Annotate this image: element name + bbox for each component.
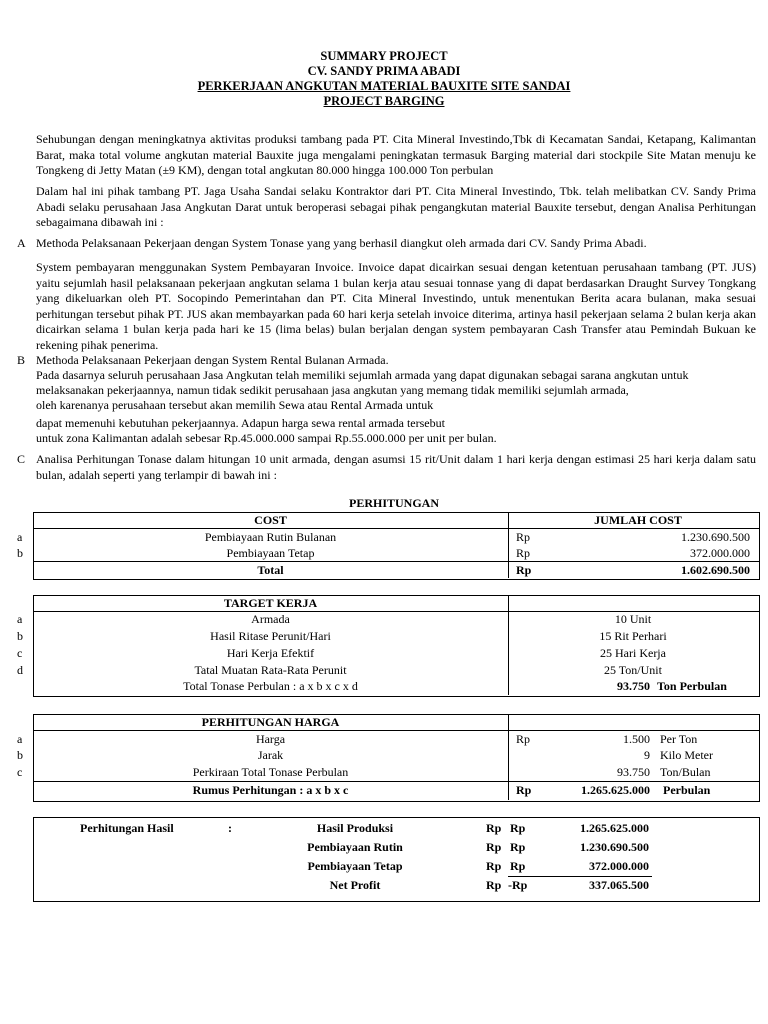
- intro-paragraph-1: Sehubungan dengan meningkatnya aktivitas produksi tambang pada PT. Cita Mineral Investindo,Tbk di Kecamatan Sandai, Ketapang, Kalimantan Barat, maka total volume angkutan material Bauxite juga mengalami peningkatan termasuk Barging material dari stockpile Site Matan menuju ke Tongkeng di Jetty Matan (±9 KM), dengan total angkutan 80.000 hingga 100.000 Ton perbulan: [36, 132, 756, 177]
- hasil-row-rp1: Rp: [486, 859, 502, 873]
- target-row-value: 10 Unit: [614, 612, 652, 626]
- hasil-row-rp2: -Rp: [508, 878, 528, 892]
- hasil-row-rp1: Rp: [486, 878, 502, 892]
- doc-title-line3: PERKERJAAN ANGKUTAN MATERIAL BAUXITE SITE SANDAI: [197, 79, 571, 93]
- target-row-letter: a: [17, 612, 23, 626]
- perhitungan-harga-title: PERHITUNGAN HARGA: [201, 715, 340, 729]
- doc-title-line2: CV. SANDY PRIMA ABADI: [307, 64, 461, 78]
- harga-formula-currency: Rp: [516, 783, 532, 797]
- section-b-line5: untuk zona Kalimantan adalah sebesar Rp.45.000.000 sampai Rp.55.000.000 per unit per bulan.: [36, 431, 497, 445]
- hasil-row-label: Hasil Produksi: [316, 821, 394, 835]
- section-b-letter: B: [17, 353, 26, 367]
- harga-formula-unit: Perbulan: [663, 783, 711, 797]
- hasil-row-label: Pembiayaan Tetap: [307, 859, 403, 873]
- cost-row-label: Pembiayaan Tetap: [226, 546, 315, 560]
- cost-row-label: Pembiayaan Rutin Bulanan: [204, 530, 337, 544]
- harga-row-value: 1.500: [623, 732, 650, 746]
- hasil-row-value: 1.230.690.500: [580, 840, 649, 854]
- target-row-label: Armada: [251, 612, 290, 626]
- harga-row-unit: Per Ton: [660, 732, 698, 746]
- harga-row-value: 93.750: [617, 765, 650, 779]
- cost-row-currency: Rp: [516, 546, 531, 560]
- hasil-row-rp2: Rp: [510, 840, 526, 854]
- harga-row-currency: Rp: [516, 732, 531, 746]
- section-b-line3: oleh karenanya perusahaan tersebut akan memilih Sewa atau Rental Armada untuk: [36, 398, 434, 412]
- hasil-row-label: Net Profit: [329, 878, 381, 892]
- target-row-label: Hari Kerja Efektif: [226, 646, 315, 660]
- harga-row-label: Harga: [255, 732, 286, 746]
- cost-total-label: Total: [257, 563, 284, 577]
- target-row-value: 25 Hari Kerja: [600, 646, 666, 660]
- target-total-label: Total Tonase Perbulan : a x b x c x d: [183, 679, 358, 693]
- hasil-label: Perhitungan Hasil: [80, 821, 174, 835]
- section-b-heading: Methoda Pelaksanaan Pekerjaan dengan System Rental Bulanan Armada.: [36, 353, 389, 367]
- section-a-body: System pembayaran menggunakan System Pembayaran Invoice. Invoice dapat dicairkan sesuai dengan ketentuan perusahaan tambang (PT. JUS) yaitu sejumlah hasil pelaksanaan pekerjaan angkutan selama 1 bulan kerja atau sesuai tonnase yang di dapat berdasarkan Draught Survey Tongkang yang dikeluarkan oleh PT. Socopindo Pemerintahan dan PT. Cita Mineral Investindo, untuk menentukan Berita acara bulanan, maka sesuai perhitungan tersebut pihak PT. JUS akan membayarkan pada 60 hari kerja setelah invoice diterima, artinya hasil pekerjaan selama 2 bulan kerja akan dicairkan selama 1 bulan kerja pada hari ke 15 (lima belas) bulan berjalan dengan system pembayaran Cash Transfer atau Pemindah Bukuan ke rekening pihak penerima.: [36, 260, 756, 352]
- target-row-label: Tatal Muatan Rata-Rata Perunit: [194, 663, 347, 677]
- target-row-value: 25 Ton/Unit: [604, 663, 662, 677]
- hasil-row-rp2: Rp: [510, 859, 526, 873]
- hasil-colon: :: [228, 821, 232, 835]
- target-total-unit: Ton Perbulan: [657, 679, 727, 693]
- section-c-letter: C: [17, 452, 26, 466]
- cost-row-currency: Rp: [516, 530, 531, 544]
- harga-row-label: Perkiraan Total Tonase Perbulan: [192, 765, 349, 779]
- hasil-row-label: Pembiayaan Rutin: [307, 840, 403, 854]
- section-a-letter: A: [17, 236, 26, 250]
- perhitungan-title: PERHITUNGAN: [348, 496, 439, 510]
- harga-row-letter: b: [17, 748, 23, 762]
- section-c-body: Analisa Perhitungan Tonase dalam hitungan 10 unit armada, dengan asumsi 15 rit/Unit dalam 1 hari kerja dengan estimasi 25 hari kerja dalam satu bulan, adalah seperti yang terlampir di bawah ini :: [36, 452, 756, 482]
- harga-row-letter: a: [17, 732, 23, 746]
- target-row-letter: b: [17, 629, 23, 643]
- doc-title-line1: SUMMARY PROJECT: [320, 49, 448, 63]
- harga-formula-value: 1.265.625.000: [581, 783, 650, 797]
- harga-row-unit: Ton/Bulan: [660, 765, 711, 779]
- harga-row-unit: Kilo Meter: [660, 748, 713, 762]
- target-row-letter: d: [17, 663, 23, 677]
- section-b-line1: Pada dasarnya seluruh perusahaan Jasa Angkutan telah memiliki sejumlah armada yang dapat digunakan sebagai sarana angkutan untuk: [36, 368, 689, 382]
- section-b-line4: dapat memenuhi kebutuhan pekerjaannya. Adapun harga sewa rental armada tersebut: [36, 416, 445, 430]
- hasil-row-value: 337.065.500: [589, 878, 649, 892]
- cost-row-value: 1.230.690.500: [681, 530, 750, 544]
- hasil-row-rp1: Rp: [486, 840, 502, 854]
- hasil-row-rp2: Rp: [510, 821, 526, 835]
- cost-row-letter: a: [17, 530, 23, 544]
- section-a-heading: Methoda Pelaksanaan Pekerjaan dengan System Tonase yang yang berhasil diangkut oleh armada dari CV. Sandy Prima Abadi.: [36, 236, 647, 250]
- doc-title-line4: PROJECT BARGING: [323, 94, 445, 108]
- hasil-row-value: 1.265.625.000: [580, 821, 649, 835]
- hasil-row-rp1: Rp: [486, 821, 502, 835]
- section-b-line2: melaksanakan pekerjaannya, namun tidak sedikit perusahaan jasa angkutan yang memang tidak memiliki sejumlah armada,: [36, 383, 629, 397]
- harga-row-value: 9: [644, 748, 650, 762]
- cost-row-value: 372.000.000: [690, 546, 750, 560]
- target-kerja-title: TARGET KERJA: [223, 596, 318, 610]
- cost-total-currency: Rp: [516, 563, 532, 577]
- harga-formula-label: Rumus Perhitungan : a x b x c: [192, 783, 349, 797]
- cost-header: COST: [254, 513, 287, 527]
- target-row-value: 15 Rit Perhari: [599, 629, 667, 643]
- harga-row-label: Jarak: [257, 748, 284, 762]
- cost-row-letter: b: [17, 546, 23, 560]
- hasil-row-value: 372.000.000: [589, 859, 649, 873]
- intro-paragraph-2: Dalam hal ini pihak tambang PT. Jaga Usaha Sandai selaku Kontraktor dari PT. Cita Mineral Investindo, Tbk. telah melibatkan CV. Sandy Prima Abadi selaku perusahaan Jasa Angkutan Darat untuk beroperasi sebagai pihak pengangkutan material Bauxite tersebut, dengan Analisa Perhitungan sebagaimana dibawah ini :: [36, 184, 756, 229]
- target-row-label: Hasil Ritase Perunit/Hari: [210, 629, 331, 643]
- target-total-value: 93.750: [617, 679, 650, 693]
- cost-total-value: 1.602.690.500: [681, 563, 750, 577]
- harga-row-letter: c: [17, 765, 23, 779]
- target-row-letter: c: [17, 646, 23, 660]
- jumlah-cost-header: JUMLAH COST: [594, 513, 682, 527]
